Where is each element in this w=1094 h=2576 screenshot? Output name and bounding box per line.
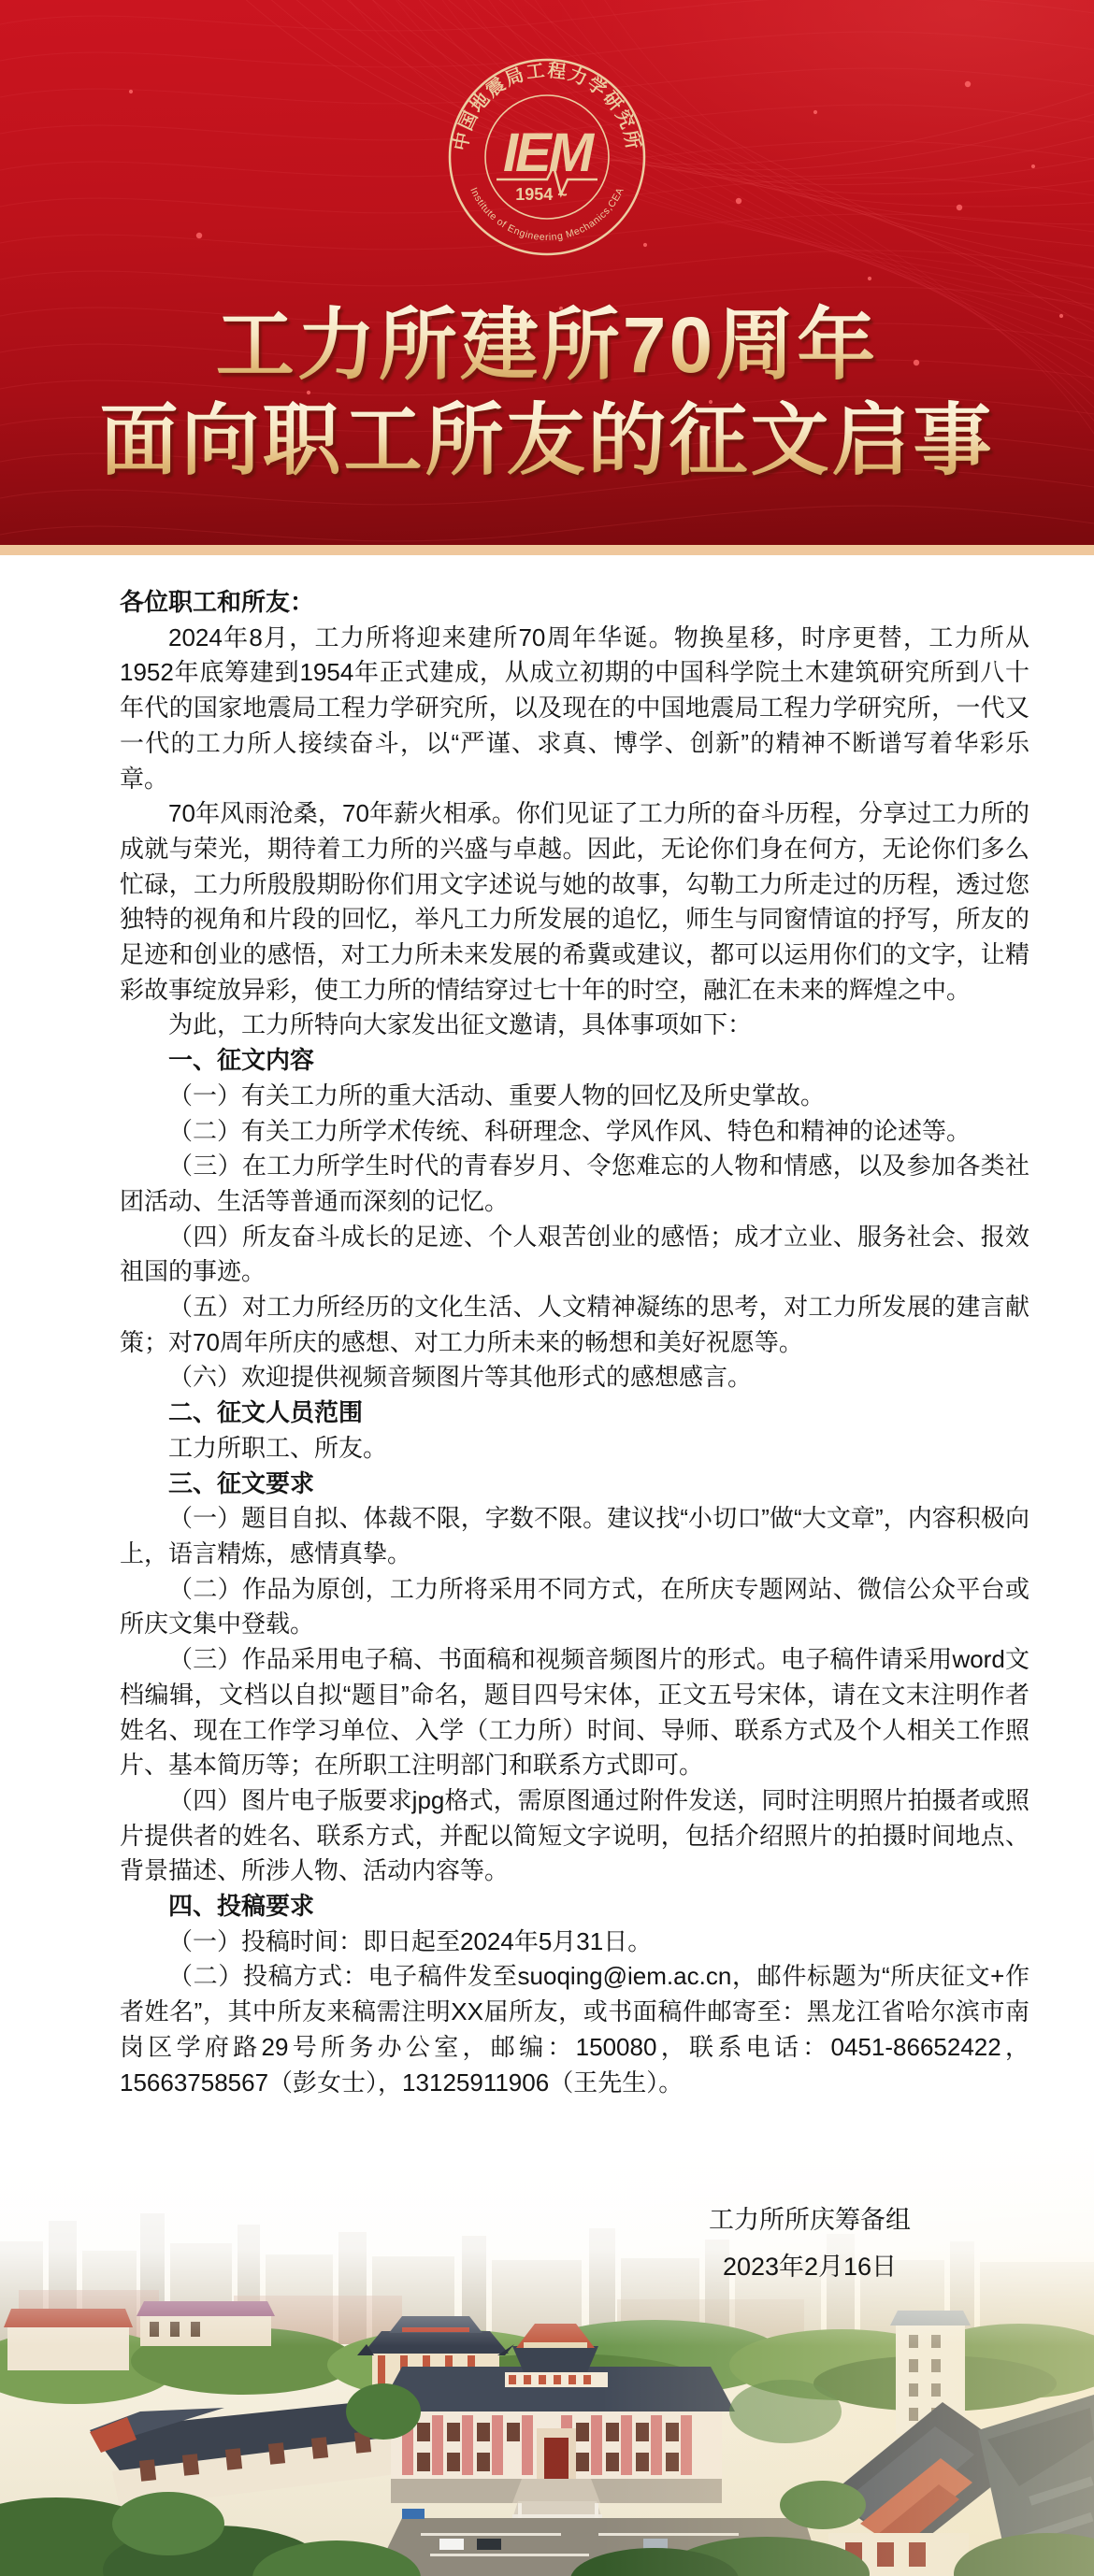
body-paragraph: （五）对工力所经历的文化生活、人文精神凝练的思考，对工力所发展的建言献策；对70周年所庆的感想、对工力所未来的畅想和美好祝愿等。 (120, 1293, 1029, 1356)
seal-founding-year: 1954 ~ (515, 185, 568, 204)
body-paragraph: （一）题目自拟、体裁不限，字数不限。建议找“小切口”做“大文章”，内容积极向上，语言精炼，感情真挚。 (120, 1504, 1029, 1567)
body-paragraph: （一）有关工力所的重大活动、重要人物的回忆及所史掌故。 (168, 1080, 826, 1109)
signature-group: 工力所所庆筹备组 (709, 2206, 911, 2234)
body-paragraph: 70年风雨沧桑，70年薪火相承。你们见证了工力所的奋斗历程，分享过工力所的成就与荣光，期待着工力所的兴盛与卓越。因此，无论你们身在何方，无论你们多么忙碌，工力所殷殷期盼你们用文字述说与她的故事，勾勒工力所走过的历程，透过您独特的视角和片段的回忆，举凡工力所发展的追忆，师生与同窗情谊的抒写，所友的足迹和创业的感悟，对工力所未来发展的希冀或建议，都可以运用你们的文字，让精彩故事绽放异彩，使工力所的情结穿过七十年的时空，融汇在未来的辉煌之中。 (120, 799, 1029, 1004)
body-paragraph: （三）在工力所学生时代的青春岁月、令您难忘的人物和情感，以及参加各类社团活动、生活等普通而深刻的记忆。 (120, 1152, 1029, 1215)
title-line-2: 面向职工所友的征文启事 (0, 393, 1094, 488)
section-heading: 三、征文要求 (168, 1468, 315, 1497)
body-paragraph: （三）作品采用电子稿、书面稿和视频音频图片的形式。电子稿件请采用word文档编辑，文档以自拟“题目”命名，题目四号宋体，正文五号宋体，请在文末注明作者姓名、现在工作学习单位、入学（工力所）时间、导师、联系方式及个人相关工作照片、基本简历等；在所职工注明部门和联系方式即可。 (120, 1645, 1029, 1780)
title-line-1: 工力所建所70周年 (0, 297, 1094, 393)
body-paragraph: （四）图片电子版要求jpg格式，需原图通过附件发送，同时注明照片拍摄者或照片提供者的姓名、联系方式，并配以简短文字说明，包括介绍照片的拍摄时间地点、背景描述、所涉人物、活动内容等。 (120, 1785, 1029, 1885)
body-paragraph: （四）所友奋斗成长的足迹、个人艰苦创业的感悟；成才立业、服务社会、报效祖国的事迹。 (120, 1222, 1029, 1286)
dot-sparkle (965, 81, 971, 87)
dot-sparkle (957, 205, 962, 210)
dot-sparkle (196, 233, 202, 238)
poster-title (0, 297, 1094, 488)
signature-block (623, 2197, 997, 2290)
body-text (120, 585, 1029, 2100)
dot-sparkle (868, 277, 871, 280)
wave-line (0, 0, 1094, 31)
signature-date: 2023年2月16日 (722, 2253, 898, 2281)
body-paragraph: （一）投稿时间：即日起至2024年5月31日。 (168, 1926, 653, 1955)
gold-divider-stripe (0, 545, 1094, 555)
body-paragraph: 2024年8月，工力所将迎来建所70周年华诞。物换星移，时序更替，工力所从1952年底筹建到1954年正式建成，从成立初期的中国科学院土木建筑研究所到八十年代的国家地震局工程力学研究所，以及现在的中国地震局工程力学研究所，一代又一代的工力所人接续奋斗，以“严谨、求真、博学、创新”的精神不断谱写着华彩乐章。 (120, 623, 1029, 793)
body-paragraph: （二）投稿方式：电子稿件发至suoqing@iem.ac.cn，邮件标题为“所庆征文+作者姓名”，其中所友来稿需注明XX届所友，或书面稿件邮寄至：黑龙江省哈尔滨市南岗区学府路29号所务办公室，邮编：150080，联系电话：0451-86652422，15663758567（彭女士），13125911906（王先生）。 (120, 1962, 1029, 2097)
seal-iem-monogram: IEM (502, 122, 592, 183)
salutation: 各位职工和所友： (120, 588, 315, 616)
wave-line (0, 506, 1094, 541)
seal-chinese-text: 中国地震局工程力学研究所 (450, 60, 644, 153)
body-paragraph: 为此，工力所特向大家发出征文邀请，具体事项如下： (168, 1010, 753, 1039)
section-heading: 一、征文内容 (168, 1046, 315, 1075)
dot-sparkle (813, 110, 817, 114)
section-heading: 四、投稿要求 (168, 1892, 315, 1921)
header-banner (0, 0, 1094, 555)
body-paragraph: （二）有关工力所学术传统、科研理念、学风作风、特色和精神的论述等。 (168, 1116, 972, 1145)
body-paragraph: （二）作品为原创，工力所将采用不同方式，在所庆专题网站、微信公众平台或所庆文集中登载。 (120, 1574, 1029, 1639)
body-paragraph: （六）欢迎提供视频音频图片等其他形式的感想感言。 (168, 1363, 753, 1392)
dot-sparkle (736, 198, 741, 204)
dot-sparkle (1031, 165, 1035, 168)
institute-seal-logo (448, 58, 646, 256)
dot-sparkle (129, 90, 133, 93)
body-paragraph: 工力所职工、所友。 (168, 1433, 388, 1462)
section-heading: 二、征文人员范围 (168, 1398, 364, 1427)
seal-english-text: Institute of Engineering Mechanics,CEA (468, 185, 626, 244)
